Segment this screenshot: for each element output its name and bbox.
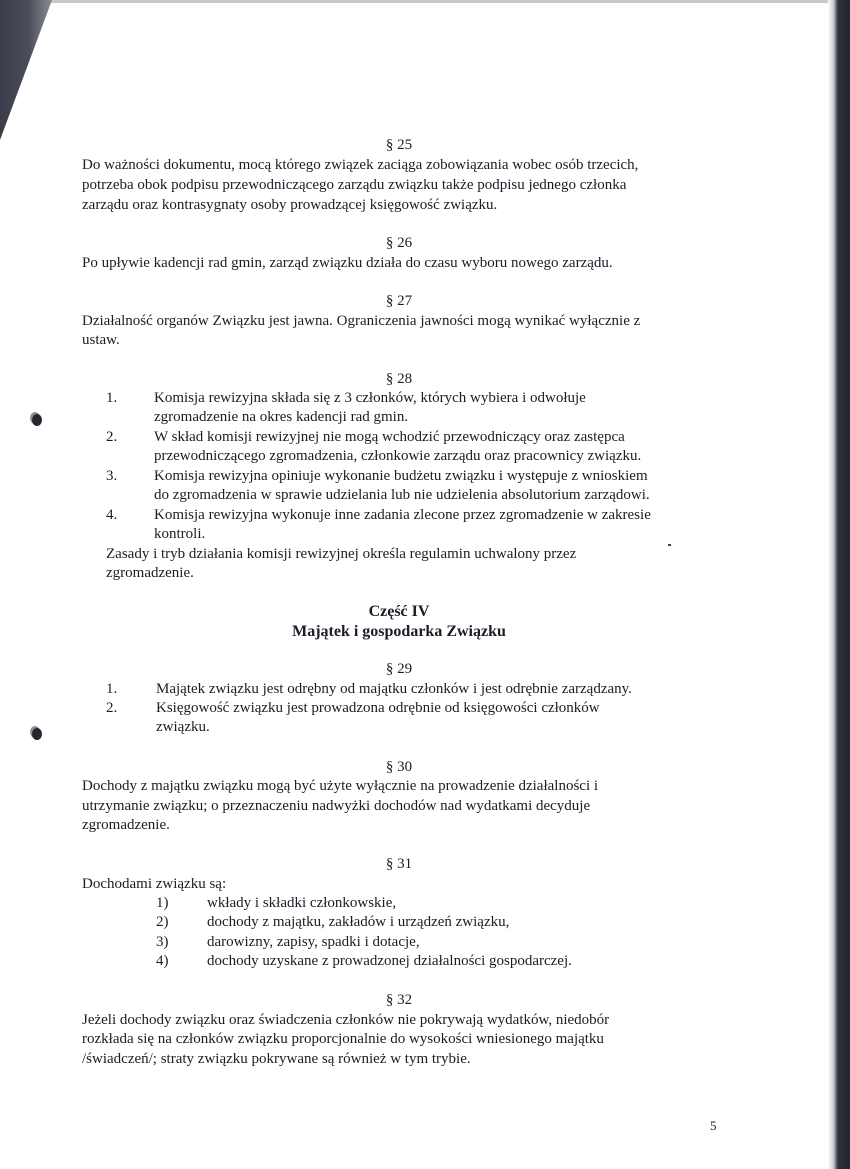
list-item-line: darowizny, zapisy, spadki i dotacje, [207, 934, 420, 950]
list-item-line: Komisja rewizyjna składa się z 3 członków, których wybiera i odwołuje [154, 390, 586, 406]
paragraph-line: Jeżeli dochody związku oraz świadczenia członków nie pokrywają wydatków, niedobór [82, 1012, 610, 1028]
list-item-line: przewodniczącego zgromadzenia, członkowie zarządu oraz pracownicy związku. [154, 448, 642, 464]
paragraph-line: Po upływie kadencji rad gmin, zarząd związku działa do czasu wyboru nowego zarządu. [82, 255, 613, 271]
list-item-line: związku. [156, 719, 210, 735]
list-number: 4. [106, 507, 118, 523]
paragraph-line: ustaw. [82, 332, 120, 348]
list-number: 3. [106, 468, 118, 484]
list-item-line: do zgromadzenia w sprawie udzielania lub nie udzielenia absolutorium zarządowi. [154, 487, 650, 503]
list-item-line: Majątek związku jest odrębny od majątku członków i jest odrębnie zarządzany. [156, 681, 632, 697]
list-item-line: wkłady i składki członkowskie, [207, 895, 397, 911]
paragraph-line: zgromadzenie. [82, 817, 170, 833]
paragraph-line: /świadczeń/; straty związku pokrywane są również w tym trybie. [82, 1051, 471, 1067]
paragraph-line: rozkłada się na członków związku proporcjonalnie do wysokości wniesionego majątku [82, 1031, 604, 1047]
list-number: 3) [156, 934, 169, 950]
paragraph-line: Działalność organów Związku jest jawna. Ograniczenia jawności mogą wynikać wyłącznie z [82, 313, 641, 329]
list-number: 2) [156, 914, 169, 930]
paragraph-line: Zasady i tryb działania komisji rewizyjnej określa regulamin uchwalony przez [106, 546, 577, 562]
paragraph-line: zgromadzenie. [106, 565, 194, 581]
page-number: 5 [710, 1118, 717, 1133]
list-number: 1. [106, 681, 118, 697]
section-heading-26: § 26 [385, 235, 413, 251]
list-item-line: Księgowość związku jest prowadzona odrębnie od księgowości członków [156, 700, 600, 716]
section-heading-27: § 27 [385, 293, 413, 309]
paragraph-line: zarządu oraz kontrasygnaty osoby prowadzącej księgowość związku. [82, 197, 498, 213]
list-item-line: dochody z majątku, zakładów i urządzeń związku, [207, 914, 510, 930]
section-heading-28: § 28 [385, 371, 413, 387]
list-item-line: dochody uzyskane z prowadzonej działalności gospodarczej. [207, 953, 572, 969]
section-heading-29: § 29 [385, 661, 413, 677]
section-heading-31: § 31 [385, 856, 413, 872]
paragraph-line: potrzeba obok podpisu przewodniczącego zarządu związku także podpisu jednego członka [82, 177, 627, 193]
paragraph-line: Dochody z majątku związku mogą być użyte wyłącznie na prowadzenie działalności i [82, 778, 599, 794]
section-heading-25: § 25 [385, 137, 413, 153]
part-title: Część IV [368, 603, 430, 620]
list-item-line: Komisja rewizyjna wykonuje inne zadania zlecone przez zgromadzenie w zakresie [154, 507, 651, 523]
paragraph-line: utrzymanie związku; o przeznaczeniu nadwyżki dochodów nad wydatkami decyduje [82, 798, 591, 814]
list-number: 4) [156, 953, 169, 969]
list-item-line: W skład komisji rewizyjnej nie mogą wchodzić przewodniczący oraz zastępca [154, 429, 625, 445]
section-heading-30: § 30 [385, 759, 413, 775]
list-item-line: zgromadzenie na okres kadencji rad gmin. [154, 409, 409, 425]
list-item-line: Komisja rewizyjna opiniuje wykonanie budżetu związku i występuje z wnioskiem [154, 468, 648, 484]
list-number: 1. [106, 390, 118, 406]
list-number: 2. [106, 700, 118, 716]
part-subtitle: Majątek i gospodarka Związku [292, 623, 506, 640]
paragraph-line: Dochodami związku są: [82, 876, 227, 892]
list-number: 2. [106, 429, 118, 445]
paragraph-line: Do ważności dokumentu, mocą którego związek zaciąga zobowiązania wobec osób trzecich, [82, 157, 639, 173]
list-item-line: kontroli. [154, 526, 206, 542]
section-heading-32: § 32 [385, 992, 413, 1008]
list-number: 1) [156, 895, 169, 911]
